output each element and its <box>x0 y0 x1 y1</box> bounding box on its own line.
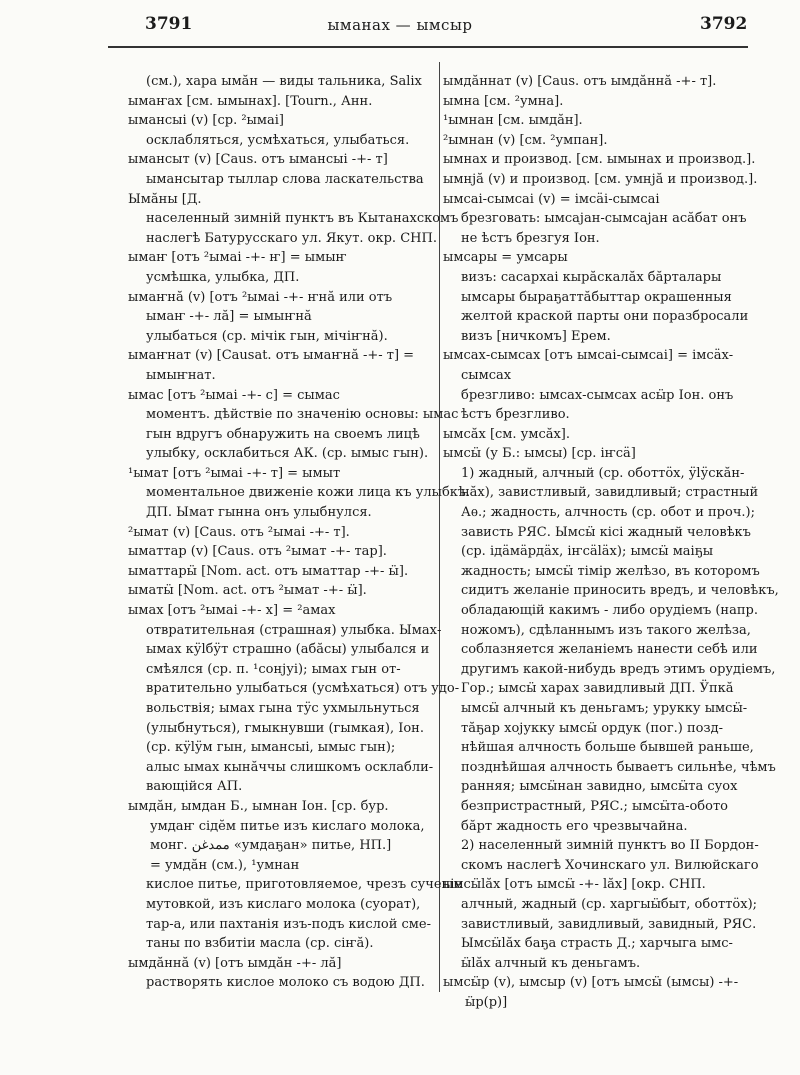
entry-text-line: ранняя; ымсӹнан завидно, ымсӹта суох <box>461 779 738 795</box>
entry-text-line: визъ [ничкомъ] Ерем. <box>461 328 611 344</box>
entry-headword-line: ымаҥ [отъ ²ымаі -+- ҥ] = ымыҥ <box>128 250 347 266</box>
running-head: ыманах — ымсыр <box>327 16 473 34</box>
entry-text-line: тӑҕар хојукку ымсӹ ордук (пог.) позд- <box>461 720 723 736</box>
entry-text-line: ӹр(р)] <box>465 994 508 1010</box>
entry-text-line: позднѣйшая алчность бываетъ сильнѣе, чѣмъ <box>461 759 776 775</box>
entry-text-line: (ср. ідӓмӓрдӓх, іҥсӓlӓх); ымсӹ маіҕы <box>461 544 714 560</box>
entry-headword-line: ыматӹ [Nom. act. отъ ²ымат -+- ӹ]. <box>128 583 367 599</box>
entry-text-line: (ср. кӱlӱм гын, ымансыі, ымыс гын); <box>146 740 396 756</box>
entry-headword-line: ²ымат (v) [Caus. отъ ²ымаі -+- т]. <box>128 524 350 540</box>
entry-text-line: моментъ. дѣйствіе по значенію основы: ымас <box>146 407 459 423</box>
left-column <box>128 72 470 993</box>
entry-text-line: улыбку, осклабиться АК. (ср. ымыс гын). <box>146 446 429 462</box>
entry-text-line: растворять кислое молоко съ водою ДП. <box>146 975 425 991</box>
page-number-left: 3791 <box>145 14 193 34</box>
entry-text-line: тар-а, или пахтанія изъ-подъ кислой сме- <box>146 916 431 932</box>
entry-text-line: (см.), хара ымӑн — виды тальника, Salix <box>146 74 422 89</box>
entry-text-line: визъ: сасархаі кырӑскалӑх бӑрталары <box>461 269 722 285</box>
entry-text-line: Гор.; ымсӹ харах завидливый ДП. Ӱпкӑ <box>461 681 734 697</box>
entry-headword-line: ымдӑннӑ (v) [отъ ымдӑн -+- лӑ] <box>128 955 342 971</box>
entry-text-line: = умдӑн (см.), ¹умнан <box>150 857 300 873</box>
entry-headword-line: Ымӑны [Д. <box>128 191 202 207</box>
entry-text-line: Аѳ.; жадность, алчность (ср. обот и проч.); <box>461 505 755 521</box>
entry-headword-line: ымсӹр (v), ымсыр (v) [отъ ымсӹ (ымсы) -+- <box>443 975 739 991</box>
entry-text-line: ымыҥнат. <box>146 367 216 383</box>
entry-text-line: другимъ какой-нибудь вредъ этимъ орудіемъ, <box>461 661 776 677</box>
entry-headword-line: ымаҥах [см. ымынах]. [Tourn., Анн. <box>128 93 373 109</box>
entry-text-line: жадность; ымсӹ тімір желѣзо, въ которомъ <box>461 563 760 579</box>
entry-text-line: наслегѣ Батурусскаго ул. Якут. окр. СНП. <box>146 230 437 246</box>
entry-text-line: алчный, жадный (ср. харгыӹбыт, оботтӧх); <box>461 896 758 912</box>
entry-headword-line: ымсӹ (у Б.: ымсы) [ср. іҥсӓ] <box>443 446 636 462</box>
entry-text-line: моментальное движеніе кожи лица къ улыбкѣ. <box>146 485 470 501</box>
entry-text-line: ѣстъ брезгливо. <box>461 407 570 423</box>
entry-text-line: ымаҥ -+- лӑ] = ымыҥнӑ <box>146 309 312 325</box>
entry-headword-line: ымаҥнат (v) [Causat. отъ ымаҥнӑ -+- т] = <box>128 348 415 364</box>
entry-text-line: монг. ﻣﻤﺪﻏﻦ «умдаҕан» питье, НП.] <box>150 838 392 854</box>
entry-headword-line: ымна [см. ²умна]. <box>443 93 564 109</box>
entry-headword-line: ымсӑх [см. умсӑх]. <box>443 426 571 442</box>
entry-headword-line: ымсары = умсары <box>443 250 568 266</box>
column-divider <box>439 62 440 992</box>
entry-headword-line: ымнјӑ (v) и производ. [см. умнјӑ и производ.]. <box>443 171 758 187</box>
entry-text-line: сымсах <box>461 367 512 383</box>
entry-headword-line: ымах [отъ ²ымаі -+- х] = ²амах <box>128 603 336 619</box>
entry-text-line: нѣйшая алчность больше бывшей раньше, <box>461 740 754 756</box>
entry-text-line: улыбаться (ср. мічік гын, мічіҥнӑ). <box>146 328 388 344</box>
entry-text-line: ымансытар тыллар слова ласкательства <box>146 171 424 187</box>
entry-text-line: гын вдругъ обнаружить на своемъ лицѣ <box>146 426 420 442</box>
entry-text-line: ДП. Ымат гынна онъ улыбнулся. <box>146 505 372 521</box>
entry-text-line: ножомъ), сдѣланнымъ изъ такого желѣза, <box>461 622 751 638</box>
entry-headword-line: ыматтарӹ [Nom. act. отъ ыматтар -+- ӹ]. <box>128 563 409 579</box>
entry-text-line: бӑрт жадность его чрезвычайна. <box>461 818 688 834</box>
entry-text-line: ымсӹ алчный къ деньгамъ; урукку ымсӹ- <box>461 701 748 716</box>
entry-text-line: умдаҥ сідӗм питье изъ кислаго молока, <box>150 818 425 834</box>
entry-text-line: населенный зимній пунктъ въ Кытанахскомъ <box>146 211 459 227</box>
entry-text-line: ӹlӑх алчный къ деньгамъ. <box>461 955 641 971</box>
entry-headword-line: ¹ымнан [см. ымдӑн]. <box>443 113 583 129</box>
entry-text-line: отвратительная (страшная) улыбка. Ымах- <box>146 622 442 638</box>
entry-text-line: Ымсӹlӑх баҕа страсть Д.; харчыга ымс- <box>461 936 733 952</box>
entry-text-line: завистливый, завидливый, завидный, РЯС. <box>461 916 757 932</box>
entry-text-line: ымсары бырaҕаттӑбыттар окрашенныя <box>461 289 732 305</box>
entry-headword-line: ¹ымат [отъ ²ымаі -+- т] = ымыт <box>128 465 341 481</box>
entry-text-line: не ѣстъ брезгуя Іон. <box>461 230 600 246</box>
entry-text-line: вратительно улыбаться (усмѣхаться) отъ удо- <box>146 681 460 697</box>
right-column <box>443 72 779 1013</box>
entry-headword-line: ымдӑннат (v) [Caus. отъ ымдӑннӑ -+- т]. <box>443 74 717 89</box>
entry-headword-line: ²ымнан (v) [см. ²умпан]. <box>443 132 608 148</box>
entry-text-line: усмѣшка, улыбка, ДП. <box>146 269 300 285</box>
entry-text-line: 2) населенный зимній пунктъ во II Бордон- <box>461 838 759 854</box>
entry-text-line: кислое питье, приготовляемое, чрезъ сученіе <box>146 877 463 893</box>
entry-headword-line: ымсӹlӑх [отъ ымсӹ -+- lӑх] [окр. СНП. <box>443 877 706 893</box>
entry-text-line: брезговать: ымсајан-сымсајан асӑбат онъ <box>461 211 747 227</box>
entry-text-line: брезгливо: ымсах-сымсах асӹр Іон. онъ <box>461 387 734 403</box>
entry-text-line: соблазняется желаніемъ нанести себѣ или <box>461 642 758 658</box>
entry-text-line: ымах кӱlбӱт страшно (абӑсы) улыбался и <box>146 642 430 658</box>
entry-headword-line: ымсаі-сымсаі (v) = імсӓі-сымсаі <box>443 191 660 207</box>
entry-text-line: обладающій какимъ - либо орудіемъ (напр. <box>461 603 758 619</box>
entry-text-line: алыс ымах кынӑччы слишкомъ осклабли- <box>146 759 434 775</box>
entry-headword-line: ымансыт (v) [Caus. отъ ымансыі -+- т] <box>128 152 388 168</box>
entry-text-line: безпристрастный, РЯС.; ымсӹта-обото <box>461 798 728 814</box>
entry-text-line: сидитъ желаніе приносить вредъ, и человѣкъ, <box>461 583 779 599</box>
entry-text-line: нӑх), завистливый, завидливый; страстный <box>461 485 759 501</box>
page-number-right: 3792 <box>700 14 748 34</box>
entry-text-line: таны по взбитіи масла (ср. сіҥӑ). <box>146 936 374 952</box>
entry-headword-line: ыматтар (v) [Caus. отъ ²ымат -+- тар]. <box>128 544 387 560</box>
entry-headword-line: ымсах-сымсах [отъ ымсаі-сымсаі] = імсӓх- <box>443 348 734 364</box>
entry-text-line: мутовкой, изъ кислаго молока (суорат), <box>146 896 421 912</box>
entry-text-line: скомъ наслегѣ Хочинскаго ул. Вилюйскаго <box>461 857 759 873</box>
entry-headword-line: ымдӑн, ымдан Б., ымнан Іон. [ср. бур. <box>128 798 389 814</box>
entry-text-line: желтой краской парты они поразбросали <box>461 309 749 325</box>
entry-headword-line: ымас [отъ ²ымаі -+- с] = сымас <box>128 387 340 403</box>
entry-text-line: смѣялся (ср. п. ¹сонjуі); ымах гын от- <box>146 661 401 677</box>
header-rule <box>108 46 748 48</box>
entry-text-line: осклабляться, усмѣхаться, улыбаться. <box>146 132 410 148</box>
entry-text-line: (улыбнуться), гмыкнувши (гымкая), Іон. <box>146 720 424 736</box>
entry-text-line: зависть РЯС. Ымсӹ кісі жадный человѣкъ <box>461 524 751 540</box>
entry-text-line: вающійся АП. <box>146 779 243 795</box>
entry-headword-line: ымнах и производ. [см. ымынах и производ.]. <box>443 152 756 168</box>
entry-text-line: вольствія; ымах гына тӱс ухмыльнуться <box>146 701 420 716</box>
entry-text-line: 1) жадный, алчный (ср. оботтӧх, ӱlӱскӑн- <box>461 465 745 481</box>
entry-headword-line: ымаҥнӑ (v) [отъ ²ымаі -+- ҥнӑ или отъ <box>128 289 393 305</box>
entry-headword-line: ымансыі (v) [ср. ²ымаі] <box>128 113 284 129</box>
